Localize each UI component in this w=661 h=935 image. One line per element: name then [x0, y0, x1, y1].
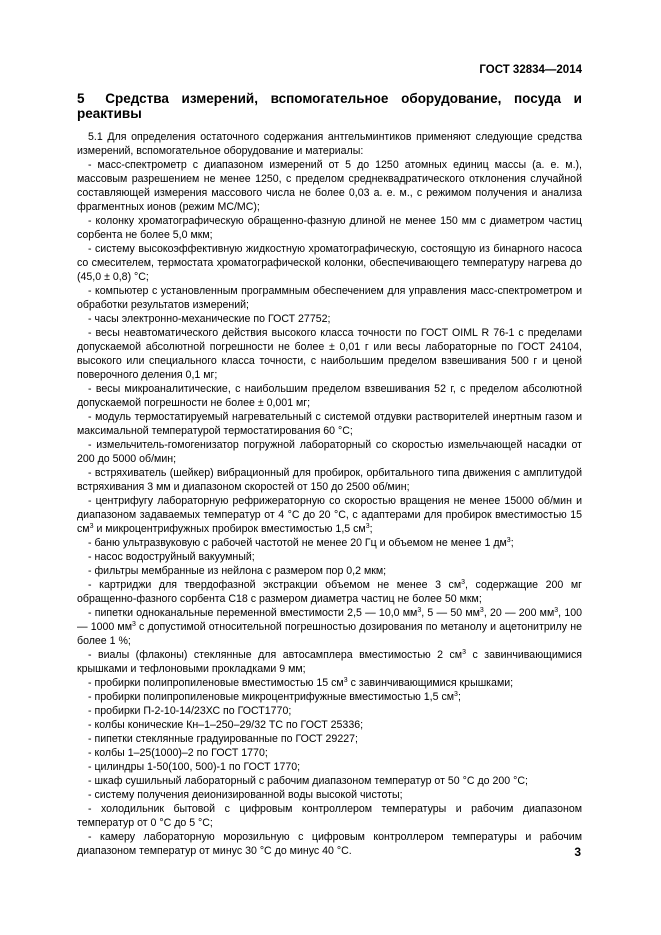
page-number: 3: [574, 845, 581, 859]
list-item: - фильтры мембранные из нейлона с размером пор 0,2 мкм;: [88, 565, 387, 577]
superscript: 3: [461, 579, 466, 586]
list-item: - масс-спектрометр с диапазоном измерений от 5 до 1250 атомных единиц массы (а. е. м.), массовым разрешением не менее 1250, с пределом среднеквадратического отклонения случайной составляющей измерения массового числа не более 0,03 а. е. м., с режимом получения и анализа фрагментных ионов (режим МС/МС);: [77, 159, 582, 213]
list-item: - систему получения деионизированной воды высокой чистоты;: [88, 789, 403, 801]
document-code-header: ГОСТ 32834—2014: [479, 64, 582, 76]
list-item: - встряхиватель (шейкер) вибрационный для пробирок, орбитального типа движения с амплитудой встряхивания 3 мм и диапазоном скоростей от 150 до 2500 об/мин;: [77, 467, 582, 493]
list-item-text: - пробирки полипропиленовые микроцентрифужные вместимостью 1,5 см: [88, 691, 455, 703]
section-heading: [77, 91, 582, 121]
section-body: [77, 130, 582, 858]
intro-paragraph: 5.1 Для определения остаточного содержания антгельминтиков применяют следующие средства измерений, вспомогательное оборудование и материалы:: [77, 131, 582, 157]
list-item-text: ;: [510, 537, 514, 549]
superscript: 3: [454, 691, 458, 698]
list-item-text: - пробирки полипропиленовые вместимостью 15 см: [88, 677, 344, 689]
list-item-text: , 5 — 50 мм: [421, 607, 480, 619]
list-item-text: - центрифугу лабораторную рефрижераторную со скоростью вращения не менее 15000 об/мин и диапазоном задаваемых температур от 4 °С до 20 °С, с адаптерами для пробирок вместимостью 15 см: [77, 495, 582, 535]
list-item: - измельчитель-гомогенизатор погружной лабораторный со скоростью измельчающей насадки от 200 до 5000 об/мин;: [77, 439, 582, 465]
list-item-text: , 100 — 1000 мм: [77, 607, 582, 633]
superscript: 3: [365, 523, 370, 530]
list-item: - модуль термостатируемый нагревательный с системой отдувки растворителей инертным газом и максимальной температурой термостатирования 60 °С;: [77, 411, 582, 437]
list-item: - весы микроаналитические, с наибольшим пределом взвешивания 52 г, с пределом абсолютной допускаемой погрешности не более ± 0,001 мг;: [77, 383, 582, 409]
list-item: - колонку хроматографическую обращенно-фазную длиной не менее 150 мм с диаметром частиц сорбента не более 5,0 мкм;: [77, 215, 582, 241]
list-item: - пробирки П-2-10-14/23ХС по ГОСТ1770;: [88, 705, 292, 717]
list-item: - пипетки стеклянные градуированные по ГОСТ 29227;: [88, 733, 358, 745]
list-item: - шкаф сушильный лабораторный с рабочим диапазоном температур от 50 °С до 200 °С;: [88, 775, 528, 787]
list-item-text: - пипетки одноканальные переменной вместимости 2,5 — 10,0 мм: [88, 607, 418, 619]
list-item-text: с завинчивающимися крышками;: [347, 677, 514, 689]
list-item: [77, 648, 582, 676]
list-item: - часы электронно-механические по ГОСТ 27752;: [88, 313, 331, 325]
list-item: - насос водоструйный вакуумный;: [88, 551, 255, 563]
list-item: [77, 578, 582, 606]
list-item: - колбы 1–25(1000)–2 по ГОСТ 1770;: [88, 747, 268, 759]
list-item-text: , содержащие 200 мг обращенно-фазного сорбента С18 с размером диаметра частиц не более 50 мкм;: [77, 579, 583, 605]
list-item: - систему высокоэффективную жидкостную хроматографическую, состоящую из бинарного насоса со смесителем, термостата хроматографической колонки, обеспечивающего температуру нагрева до (45,0 ± 0,8) °С;: [77, 243, 582, 283]
list-item: - колбы конические Кн–1–250–29/32 ТС по ГОСТ 25336;: [88, 719, 364, 731]
superscript: 3: [554, 607, 559, 614]
superscript: 3: [479, 607, 484, 614]
superscript: 3: [462, 649, 466, 656]
list-item-text: - картриджи для твердофазной экстракции объемом не менее 3 см: [88, 579, 462, 591]
list-item-text: ;: [369, 523, 373, 535]
list-item: [77, 606, 582, 648]
superscript: 3: [132, 621, 136, 628]
list-item-text: - виалы (флаконы) стеклянные для автосамплера вместимостью 2 см: [88, 649, 463, 661]
superscript: 3: [417, 607, 422, 614]
list-item: - весы неавтоматического действия высокого класса точности по ГОСТ OIML R 76-1 с пределами допускаемой абсолютной погрешности не более ± 0,01 г или весы лабораторные по ГОСТ 24104, высокого или специального класса точности, с наибольшим пределом взвешивания 500 г и ценой поверочного деления 0,1 мг;: [77, 327, 582, 381]
list-item: [77, 690, 582, 704]
list-item: [77, 536, 582, 550]
list-item: - компьютер с установленным программным обеспечением для управления масс-спектрометром и обработки результатов измерений;: [77, 285, 582, 311]
list-item-text: ;: [457, 691, 461, 703]
section-title: Средства измерений, вспомогательное оборудование, посуда и реактивы: [77, 91, 582, 121]
list-item: - камеру лабораторную морозильную с цифровым контроллером температуры и рабочим диапазоном температур от минус 30 °С до минус 40 °С.: [77, 831, 582, 857]
list-item-text: , 20 — 200 мм: [483, 607, 555, 619]
superscript: 3: [343, 677, 348, 684]
list-item: [77, 676, 582, 690]
list-item-text: - баню ультразвуковую с рабочей частотой не менее 20 Гц и объемом не менее 1 дм: [88, 537, 507, 549]
superscript: 3: [89, 523, 94, 530]
list-item: [77, 494, 582, 536]
list-item-text: с допустимой относительной погрешностью дозирования по метанолу и ацетонитрилу не более 1 %;: [77, 621, 582, 647]
section-number: 5: [77, 91, 85, 106]
superscript: 3: [506, 537, 511, 544]
list-item-text: и микроцентрифужных пробирок вместимостью 1,5 см: [93, 523, 366, 535]
list-item-text: с завинчивающимися крышками и тефлоновыми прокладками 9 мм;: [77, 649, 583, 675]
list-item: - холодильник бытовой с цифровым контроллером температуры и рабочим диапазоном температур от 0 °С до 5 °С;: [77, 803, 582, 829]
list-item: - цилиндры 1-50(100, 500)-1 по ГОСТ 1770;: [88, 761, 301, 773]
